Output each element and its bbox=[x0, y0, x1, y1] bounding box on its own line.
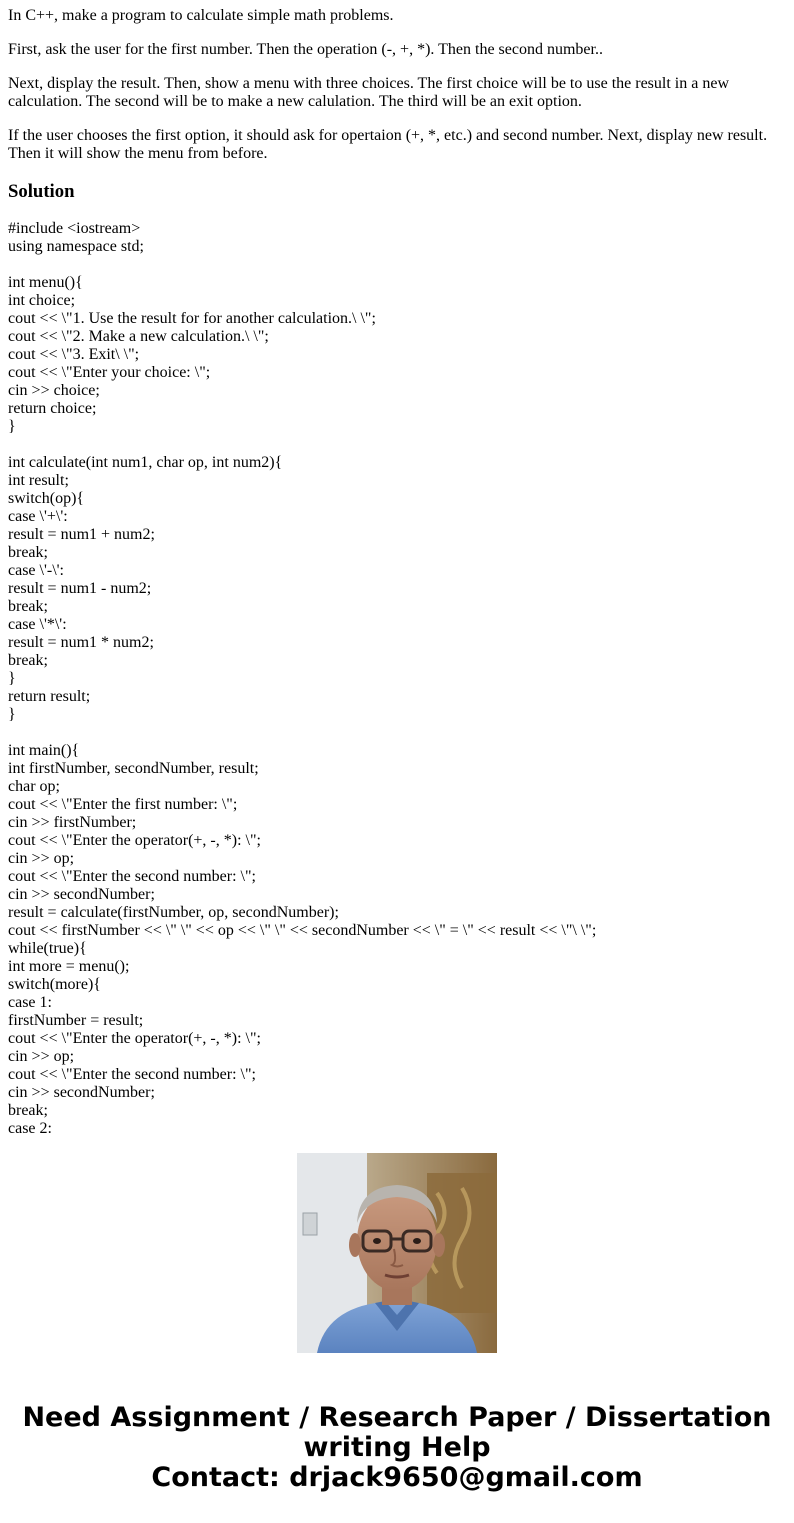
code-line: cout << \"Enter the operator(+, -, *): \"; bbox=[8, 1030, 261, 1047]
code-line: switch(more){ bbox=[8, 976, 101, 993]
code-line: } bbox=[8, 670, 16, 687]
code-line: } bbox=[8, 706, 16, 723]
code-line bbox=[8, 724, 786, 742]
code-line: break; bbox=[8, 544, 48, 561]
code-line: cout << \"2. Make a new calculation.\ \"; bbox=[8, 328, 269, 345]
code-line: int main(){ bbox=[8, 742, 80, 759]
code-line: cout << \"Enter your choice: \"; bbox=[8, 364, 211, 381]
promo-line-2: writing Help bbox=[303, 1432, 491, 1463]
document-body bbox=[8, 0, 786, 1137]
code-line: return choice; bbox=[8, 400, 97, 417]
code-line: #include <iostream> bbox=[8, 220, 141, 237]
code-line: cout << \"1. Use the result for for another calculation.\ \"; bbox=[8, 310, 376, 327]
question-paragraph-3: Next, display the result. Then, show a menu with three choices. The first choice will be to use the result in a new calculation. The second will be to make a new calulation. The third will be an exit option. bbox=[8, 75, 729, 110]
code-line: break; bbox=[8, 1102, 48, 1119]
author-avatar bbox=[297, 1153, 497, 1353]
code-line: cout << \"Enter the second number: \"; bbox=[8, 868, 256, 885]
code-line: int calculate(int num1, char op, int num2){ bbox=[8, 454, 283, 471]
code-line: switch(op){ bbox=[8, 490, 85, 507]
question-paragraph-2: First, ask the user for the first number. Then the operation (-, +, *). Then the second number.. bbox=[8, 41, 603, 58]
promo-banner bbox=[0, 1403, 794, 1493]
code-line: result = num1 - num2; bbox=[8, 580, 152, 597]
code-line: while(true){ bbox=[8, 940, 87, 957]
code-line: firstNumber = result; bbox=[8, 1012, 144, 1029]
code-line: cin >> secondNumber; bbox=[8, 1084, 155, 1101]
solution-code-block bbox=[8, 220, 786, 1137]
code-line: int result; bbox=[8, 472, 69, 489]
code-line: int choice; bbox=[8, 292, 76, 309]
code-line: case \'-\': bbox=[8, 562, 64, 579]
code-line: int more = menu(); bbox=[8, 958, 130, 975]
code-line: cout << \"Enter the operator(+, -, *): \"; bbox=[8, 832, 261, 849]
code-line: cout << \"Enter the first number: \"; bbox=[8, 796, 238, 813]
question-paragraph-4: If the user chooses the first option, it should ask for opertaion (+, *, etc.) and second number. Next, display new result. Then it will show the menu from before. bbox=[8, 127, 768, 162]
code-line: using namespace std; bbox=[8, 238, 144, 255]
code-line bbox=[8, 436, 786, 454]
promo-line-3: Contact: drjack9650@gmail.com bbox=[151, 1462, 643, 1493]
solution-heading: Solution bbox=[8, 181, 75, 202]
author-portrait-image bbox=[297, 1153, 497, 1353]
code-line: result = num1 * num2; bbox=[8, 634, 154, 651]
code-line: cin >> op; bbox=[8, 1048, 75, 1065]
code-line: char op; bbox=[8, 778, 60, 795]
code-line: cin >> choice; bbox=[8, 382, 100, 399]
code-line: int firstNumber, secondNumber, result; bbox=[8, 760, 259, 777]
code-line: case 2: bbox=[8, 1120, 52, 1137]
question-paragraph-1: In C++, make a program to calculate simple math problems. bbox=[8, 7, 394, 24]
code-line: case \'*\': bbox=[8, 616, 67, 633]
code-line: break; bbox=[8, 598, 48, 615]
code-line: cout << \"Enter the second number: \"; bbox=[8, 1066, 256, 1083]
code-line: cin >> firstNumber; bbox=[8, 814, 137, 831]
code-line: case \'+\': bbox=[8, 508, 68, 525]
code-line: int menu(){ bbox=[8, 274, 83, 291]
code-line: case 1: bbox=[8, 994, 52, 1011]
code-line: result = num1 + num2; bbox=[8, 526, 155, 543]
code-line: cin >> op; bbox=[8, 850, 75, 867]
code-line: } bbox=[8, 418, 16, 435]
code-line: break; bbox=[8, 652, 48, 669]
code-line bbox=[8, 256, 786, 274]
code-line: cout << firstNumber << \" \" << op << \" \" << secondNumber << \" = \" << result << \"\ \"; bbox=[8, 922, 597, 939]
code-line: cout << \"3. Exit\ \"; bbox=[8, 346, 140, 363]
code-line: return result; bbox=[8, 688, 91, 705]
promo-line-1: Need Assignment / Research Paper / Dissertation bbox=[22, 1402, 772, 1433]
code-line: result = calculate(firstNumber, op, secondNumber); bbox=[8, 904, 339, 921]
code-line: cin >> secondNumber; bbox=[8, 886, 155, 903]
